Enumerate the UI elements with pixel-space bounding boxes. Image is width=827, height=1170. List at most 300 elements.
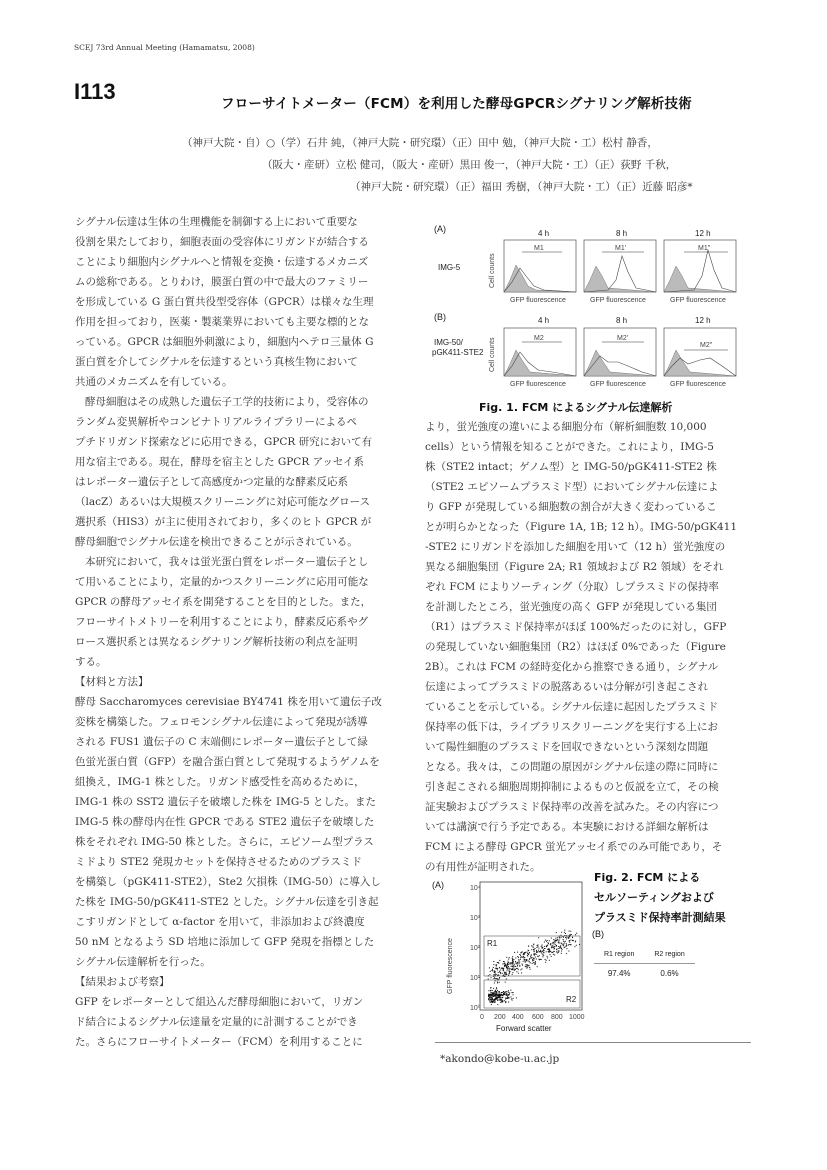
scatter-point bbox=[551, 956, 552, 957]
scatter-point bbox=[547, 944, 548, 945]
scatter-point bbox=[518, 973, 519, 974]
scatter-point bbox=[568, 937, 569, 938]
scatter-point bbox=[508, 970, 509, 971]
scatter-point bbox=[493, 967, 494, 968]
scatter-point bbox=[504, 976, 505, 977]
scatter-point bbox=[546, 951, 547, 952]
text-line: 保持率の低下は，ライブラリスクリーニングを実行する上にお bbox=[425, 721, 718, 733]
scatter-point bbox=[535, 962, 536, 963]
scatter-point bbox=[516, 963, 517, 964]
scatter-point bbox=[506, 973, 507, 974]
scatter-point bbox=[546, 941, 547, 942]
scatter-point bbox=[556, 932, 557, 933]
scatter-point bbox=[555, 940, 556, 941]
scatter-point bbox=[489, 967, 490, 968]
scatter-point bbox=[556, 940, 557, 941]
text-line: っている。GPCR は細胞外刺激により，細胞内ヘテロ三量体 G bbox=[75, 336, 374, 348]
scatter-point bbox=[507, 970, 508, 971]
scatter-point bbox=[491, 977, 492, 978]
text-line: 2B）。これは FCM の経時変化から推察できる通り，シグナル bbox=[425, 661, 719, 673]
text-line: 証実験およびプラスミド保持率の改善を試みた。その内容につ bbox=[425, 801, 719, 813]
scatter-point bbox=[505, 1001, 506, 1002]
scatter-point bbox=[494, 995, 495, 996]
scatter-point bbox=[508, 992, 509, 993]
scatter-point bbox=[504, 974, 505, 975]
scatter-point bbox=[505, 1002, 506, 1003]
text-line: ムの総称である。とりわけ，膜蛋白質の中で最大のファミリー bbox=[75, 276, 369, 288]
scatter-point bbox=[554, 941, 555, 942]
text-line: ロース選択系とは異なるシグナリング解析技術の利点を証明 bbox=[75, 636, 358, 648]
scatter-point bbox=[533, 960, 534, 961]
scatter-point bbox=[492, 993, 493, 994]
fig2-y-axis: GFP fluorescence bbox=[447, 938, 454, 994]
scatter-point bbox=[500, 973, 501, 974]
scatter-point bbox=[490, 999, 491, 1000]
scatter-point bbox=[489, 995, 490, 996]
author-line-1: （神戸大院・自）○（学）石井 純，（神戸大院・研究環）（正）田中 勉，（神戸大院・工）松村 静香， bbox=[182, 137, 658, 149]
fig1-gate-a1: M1 bbox=[534, 245, 544, 252]
scatter-point bbox=[505, 991, 506, 992]
fig2-xtick-5: 1000 bbox=[569, 1014, 585, 1021]
scatter-point bbox=[495, 998, 496, 999]
scatter-point bbox=[520, 969, 521, 970]
text-line: GPCR の酵母アッセイ系を開発することを目的とした。また， bbox=[75, 596, 372, 608]
scatter-point bbox=[520, 955, 521, 956]
scatter-point bbox=[523, 959, 524, 960]
scatter-point bbox=[527, 967, 528, 968]
scatter-point bbox=[563, 936, 564, 937]
scatter-point bbox=[497, 990, 498, 991]
table-value-r1: 97.4% bbox=[607, 969, 631, 978]
scatter-point bbox=[545, 948, 546, 949]
scatter-point bbox=[516, 997, 517, 998]
scatter-point bbox=[564, 935, 565, 936]
scatter-point bbox=[493, 961, 494, 962]
scatter-point bbox=[505, 997, 506, 998]
scatter-point bbox=[499, 978, 500, 979]
scatter-point bbox=[532, 957, 533, 958]
scatter-point bbox=[508, 997, 509, 998]
scatter-point bbox=[526, 959, 527, 960]
text-line: こすリガンドとして α-factor を用いて，非添加および終濃度 bbox=[75, 916, 365, 928]
scatter-point bbox=[525, 952, 526, 953]
text-line: ミドより STE2 発現カセットを保持させるためのプラスミド bbox=[75, 856, 362, 868]
scatter-point bbox=[508, 959, 509, 960]
text-line: フローサイトメトリーを利用することにより，酵素反応系やグ bbox=[75, 616, 369, 628]
scatter-point bbox=[576, 945, 577, 946]
fig2-xtick-1: 200 bbox=[494, 1014, 506, 1021]
scatter-point bbox=[518, 961, 519, 962]
scatter-point bbox=[565, 941, 566, 942]
scatter-point bbox=[509, 969, 510, 970]
scatter-point bbox=[542, 954, 543, 955]
scatter-point bbox=[575, 940, 576, 941]
left-column bbox=[75, 212, 382, 1052]
scatter-point bbox=[496, 994, 497, 995]
scatter-point bbox=[497, 962, 498, 963]
scatter-point bbox=[549, 960, 550, 961]
scatter-point bbox=[492, 992, 493, 993]
scatter-point bbox=[516, 968, 517, 969]
scatter-point bbox=[554, 951, 555, 952]
scatter-point bbox=[575, 934, 576, 935]
scatter-point bbox=[496, 978, 497, 979]
scatter-point bbox=[514, 952, 515, 953]
scatter-point bbox=[523, 954, 524, 955]
text-line: 役割を果たしており，細胞表面の受容体にリガンドが結合する bbox=[75, 236, 369, 248]
text-line: （STE2 エピソームプラスミド型）においてシグナル伝達によ bbox=[425, 481, 719, 493]
scatter-point bbox=[558, 941, 559, 942]
scatter-point bbox=[489, 974, 490, 975]
fig1-row-a-label: IMG-5 bbox=[438, 263, 461, 272]
scatter-point bbox=[526, 966, 527, 967]
scatter-point bbox=[532, 963, 533, 964]
scatter-point bbox=[516, 971, 517, 972]
scatter-point bbox=[506, 968, 507, 969]
scatter-point bbox=[546, 945, 547, 946]
scatter-point bbox=[513, 959, 514, 960]
scatter-point bbox=[556, 951, 557, 952]
scatter-point bbox=[534, 953, 535, 954]
scatter-point bbox=[544, 950, 545, 951]
text-line: される FUS1 遺伝子の C 末端側にレポーター遺伝子として緑 bbox=[75, 736, 368, 748]
scatter-point bbox=[560, 947, 561, 948]
scatter-point bbox=[534, 964, 535, 965]
fig1-x-axis-b2: GFP fluorescence bbox=[590, 381, 646, 388]
scatter-point bbox=[492, 1001, 493, 1002]
scatter-point bbox=[496, 991, 497, 992]
text-line: 色蛍光蛋白質（GFP）を融合蛋白質として発現するようゲノムを bbox=[75, 756, 380, 768]
scatter-point bbox=[535, 957, 536, 958]
scatter-point bbox=[551, 938, 552, 939]
scatter-point bbox=[533, 947, 534, 948]
scatter-point bbox=[579, 944, 580, 945]
text-line: プチドリガンド探索などに応用できる，GPCR 研究において有 bbox=[75, 436, 373, 448]
text-line: ぞれ FCM によりソーティング（分取）しプラスミドの保持率 bbox=[425, 581, 719, 593]
scatter-point bbox=[559, 940, 560, 941]
scatter-point bbox=[505, 965, 506, 966]
scatter-point bbox=[542, 956, 543, 957]
scatter-point bbox=[526, 968, 527, 969]
scatter-point bbox=[554, 949, 555, 950]
scatter-point bbox=[493, 994, 494, 995]
scatter-point bbox=[505, 982, 506, 983]
text-line: 蛋白質を介してシグナルを伝達するという真核生物において bbox=[75, 356, 358, 368]
text-line: いては講演で行う予定である。本実験における詳細な解析は bbox=[425, 821, 709, 833]
text-line: となる。我々は，この問題の原因がシグナル伝達の際に同時に bbox=[425, 761, 719, 773]
scatter-point bbox=[566, 937, 567, 938]
scatter-point bbox=[528, 965, 529, 966]
scatter-point bbox=[553, 954, 554, 955]
text-line: 選択系（HIS3）が主に使用されており，多くのヒト GPCR が bbox=[75, 516, 372, 528]
scatter-point bbox=[546, 960, 547, 961]
scatter-point bbox=[504, 992, 505, 993]
scatter-point bbox=[508, 967, 509, 968]
scatter-point bbox=[506, 965, 507, 966]
scatter-point bbox=[522, 965, 523, 966]
scatter-point bbox=[561, 943, 562, 944]
fig1-y-axis-b: Cell counts bbox=[489, 337, 496, 372]
figure-2-caption bbox=[594, 868, 726, 928]
text-line: IMG-5 株の酵母内在性 GPCR である STE2 遺伝子を破壊した bbox=[75, 816, 375, 828]
scatter-point bbox=[566, 935, 567, 936]
scatter-point bbox=[566, 938, 567, 939]
scatter-point bbox=[564, 932, 565, 933]
text-line: -STE2 にリガンドを添加した細胞を用いて（12 h）蛍光強度の bbox=[425, 541, 726, 553]
scatter-point bbox=[550, 951, 551, 952]
scatter-point bbox=[502, 995, 503, 996]
scatter-point bbox=[499, 1000, 500, 1001]
text-line: 異なる細胞集団（Figure 2A; R1 領域および R2 領域）をそれ bbox=[425, 561, 724, 573]
scatter-point bbox=[553, 951, 554, 952]
fig2-label-b: (B) bbox=[592, 929, 604, 939]
scatter-point bbox=[515, 969, 516, 970]
scatter-point bbox=[530, 956, 531, 957]
scatter-point bbox=[499, 992, 500, 993]
scatter-point bbox=[511, 998, 512, 999]
scatter-point bbox=[525, 962, 526, 963]
scatter-point bbox=[521, 952, 522, 953]
scatter-point bbox=[550, 944, 551, 945]
scatter-point bbox=[505, 964, 506, 965]
scatter-point bbox=[515, 957, 516, 958]
scatter-point bbox=[503, 991, 504, 992]
scatter-point bbox=[501, 998, 502, 999]
scatter-point bbox=[524, 957, 525, 958]
scatter-point bbox=[537, 944, 538, 945]
fig1-row-b-label-2: pGK411-STE2 bbox=[432, 348, 484, 357]
scatter-point bbox=[533, 949, 534, 950]
scatter-point bbox=[528, 961, 529, 962]
scatter-point bbox=[555, 938, 556, 939]
text-line: GFP をレポーターとして組込んだ酵母細胞において，リガン bbox=[75, 996, 364, 1008]
scatter-point bbox=[489, 999, 490, 1000]
scatter-point bbox=[535, 953, 536, 954]
scatter-point bbox=[499, 977, 500, 978]
scatter-point bbox=[533, 944, 534, 945]
text-line: り GFP が発現している細胞数の割合が大きく変わっているこ bbox=[425, 501, 717, 513]
scatter-point bbox=[536, 950, 537, 951]
scatter-point bbox=[523, 956, 524, 957]
scatter-point bbox=[513, 994, 514, 995]
scatter-point bbox=[504, 965, 505, 966]
scatter-point bbox=[497, 997, 498, 998]
scatter-point bbox=[543, 955, 544, 956]
scatter-point bbox=[561, 948, 562, 949]
scatter-point bbox=[498, 962, 499, 963]
scatter-point bbox=[517, 956, 518, 957]
scatter-point bbox=[509, 957, 510, 958]
scatter-point bbox=[500, 970, 501, 971]
scatter-point bbox=[527, 953, 528, 954]
fig2-ytick-2: 10² bbox=[470, 945, 481, 952]
scatter-point bbox=[519, 962, 520, 963]
scatter-point bbox=[555, 942, 556, 943]
text-line: いて陽性細胞のプラスミドを回収できないという深刻な問題 bbox=[425, 741, 709, 753]
fig1-gate-a2: M1' bbox=[615, 245, 627, 252]
scatter-point bbox=[502, 994, 503, 995]
text-line: ていることを示している。シグナル伝達に起因したプラスミド bbox=[425, 701, 718, 713]
scatter-point bbox=[494, 983, 495, 984]
text-line: ことにより細胞内シグナルへと情報を変換・伝達するメカニズ bbox=[75, 256, 369, 268]
footnote-email: *akondo@kobe-u.ac.jp bbox=[440, 1053, 560, 1065]
scatter-point bbox=[565, 937, 566, 938]
text-line: を形成している G 蛋白質共役型受容体（GPCR）は様々な生理 bbox=[75, 296, 374, 308]
scatter-point bbox=[506, 993, 507, 994]
fig1-time-12h-b: 12 h bbox=[695, 316, 711, 325]
scatter-point bbox=[513, 998, 514, 999]
fig2-xtick-4: 800 bbox=[551, 1014, 563, 1021]
scatter-point bbox=[537, 947, 538, 948]
fig1-x-axis-b3: GFP fluorescence bbox=[670, 381, 726, 388]
fig1-time-8h: 8 h bbox=[616, 229, 628, 238]
text-line: 組換え，IMG-1 株とした。リガンド感受性を高めるために， bbox=[75, 776, 365, 788]
scatter-point bbox=[499, 967, 500, 968]
scatter-point bbox=[490, 992, 491, 993]
fig1-time-8h-b: 8 h bbox=[616, 316, 628, 325]
text-line: 本研究において，我々は蛍光蛋白質をレポーター遺伝子とし bbox=[85, 556, 369, 568]
right-column bbox=[425, 417, 737, 877]
scatter-point bbox=[572, 937, 573, 938]
scatter-point bbox=[550, 954, 551, 955]
scatter-point bbox=[548, 948, 549, 949]
text-line: 作用を担っており，医薬・製薬業界においても主要な標的とな bbox=[75, 316, 369, 328]
fig1-time-4h-b: 4 h bbox=[538, 316, 550, 325]
scatter-point bbox=[502, 964, 503, 965]
fig1-x-axis-a3: GFP fluorescence bbox=[670, 297, 726, 304]
fig2-x-axis: Forward scatter bbox=[496, 1024, 552, 1033]
scatter-point bbox=[524, 953, 525, 954]
figure-1-flow-histograms bbox=[432, 210, 752, 390]
scatter-point bbox=[501, 992, 502, 993]
text-line: はレポーター遺伝子として高感度かつ定量的な酵素反応系 bbox=[75, 476, 348, 488]
text-line: する。 bbox=[75, 656, 107, 668]
scatter-point bbox=[528, 950, 529, 951]
text-line: 酵母細胞はその成熟した遺伝子工学的技術により，受容体の bbox=[85, 396, 369, 408]
text-line: 変株を構築した。フェロモンシグナル伝達によって発現が誘導 bbox=[75, 716, 368, 728]
scatter-point bbox=[498, 979, 499, 980]
fig1-gate-b1: M2 bbox=[534, 335, 544, 342]
scatter-point bbox=[500, 995, 501, 996]
scatter-point bbox=[494, 991, 495, 992]
scatter-point bbox=[566, 944, 567, 945]
scatter-point bbox=[538, 937, 539, 938]
scatter-point bbox=[496, 964, 497, 965]
scatter-point bbox=[534, 951, 535, 952]
scatter-point bbox=[536, 952, 537, 953]
scatter-point bbox=[542, 948, 543, 949]
scatter-point bbox=[553, 943, 554, 944]
scatter-point bbox=[497, 981, 498, 982]
scatter-point bbox=[519, 966, 520, 967]
scatter-point bbox=[490, 971, 491, 972]
scatter-point bbox=[520, 957, 521, 958]
scatter-point bbox=[492, 970, 493, 971]
scatter-point bbox=[514, 966, 515, 967]
text-line: シグナル伝達は生体の生理機能を制御する上において重要な bbox=[75, 216, 358, 228]
scatter-point bbox=[501, 994, 502, 995]
scatter-point bbox=[492, 995, 493, 996]
text-line: 50 nM となるよう SD 培地に添加して GFP 発現を指標とした bbox=[75, 936, 375, 948]
table-value-r2: 0.6% bbox=[660, 969, 679, 978]
scatter-point bbox=[563, 941, 564, 942]
scatter-point bbox=[522, 964, 523, 965]
fig1-label-a: (A) bbox=[434, 224, 446, 234]
scatter-point bbox=[559, 943, 560, 944]
text-line: 用な宿主である。現在，酵母を宿主とした GPCR アッセイ系 bbox=[75, 456, 365, 468]
scatter-point bbox=[553, 939, 554, 940]
scatter-point bbox=[495, 973, 496, 974]
scatter-point bbox=[552, 943, 553, 944]
scatter-point bbox=[499, 960, 500, 961]
author-line-3: （神戸大院・研究環）（正）福田 秀樹，（神戸大院・工）（正）近藤 昭彦* bbox=[350, 181, 693, 193]
scatter-point bbox=[492, 998, 493, 999]
fig1-panel-a1 bbox=[504, 240, 576, 292]
scatter-point bbox=[499, 994, 500, 995]
scatter-point bbox=[531, 954, 532, 955]
fig2-ytick-4: 10⁴ bbox=[470, 885, 481, 892]
scatter-point bbox=[532, 959, 533, 960]
fig1-x-axis-a2: GFP fluorescence bbox=[590, 297, 646, 304]
fig1-panel-b1 bbox=[504, 328, 576, 376]
scatter-point bbox=[552, 952, 553, 953]
scatter-point bbox=[564, 943, 565, 944]
scatter-point bbox=[492, 994, 493, 995]
scatter-point bbox=[509, 994, 510, 995]
abstract-id: I113 bbox=[74, 79, 116, 104]
scatter-point bbox=[514, 970, 515, 971]
scatter-point bbox=[549, 950, 550, 951]
scatter-point bbox=[565, 946, 566, 947]
figure-2-caption-line-3: プラスミド保持率計測結果 bbox=[594, 911, 726, 924]
scatter-point bbox=[570, 934, 571, 935]
text-line: ド結合によるシグナル伝達量を定量的に計測することができ bbox=[75, 1016, 358, 1028]
scatter-point bbox=[488, 975, 489, 976]
scatter-point bbox=[562, 949, 563, 950]
scatter-point bbox=[544, 942, 545, 943]
text-line: ランダム変異解析やコンビナトリアルライブラリーによるペ bbox=[75, 416, 358, 428]
fig2-scatter-points bbox=[488, 930, 580, 1006]
scatter-point bbox=[568, 951, 569, 952]
scatter-point bbox=[512, 969, 513, 970]
fig2b-retention-table bbox=[594, 946, 695, 983]
scatter-point bbox=[558, 946, 559, 947]
scatter-point bbox=[543, 952, 544, 953]
scatter-point bbox=[512, 1000, 513, 1001]
scatter-point bbox=[557, 937, 558, 938]
scatter-point bbox=[504, 961, 505, 962]
scatter-point bbox=[493, 1000, 494, 1001]
scatter-point bbox=[500, 999, 501, 1000]
scatter-point bbox=[558, 948, 559, 949]
scatter-point bbox=[540, 959, 541, 960]
scatter-point bbox=[551, 946, 552, 947]
text-line: 共通のメカニズムを有している。 bbox=[75, 376, 233, 388]
fig2-ytick-3: 10³ bbox=[470, 915, 481, 922]
text-line: シグナル伝達解析を行った。 bbox=[75, 956, 211, 968]
scatter-point bbox=[512, 961, 513, 962]
scatter-point bbox=[564, 941, 565, 942]
scatter-point bbox=[496, 974, 497, 975]
scatter-point bbox=[489, 997, 490, 998]
scatter-point bbox=[548, 951, 549, 952]
scatter-point bbox=[510, 990, 511, 991]
scatter-point bbox=[518, 957, 519, 958]
fig1-panel-a3 bbox=[664, 240, 736, 292]
text-line: 株（STE2 intact；ゲノム型）と IMG-50/pGK411-STE2 株 bbox=[425, 461, 717, 473]
scatter-point bbox=[512, 959, 513, 960]
scatter-point bbox=[561, 937, 562, 938]
